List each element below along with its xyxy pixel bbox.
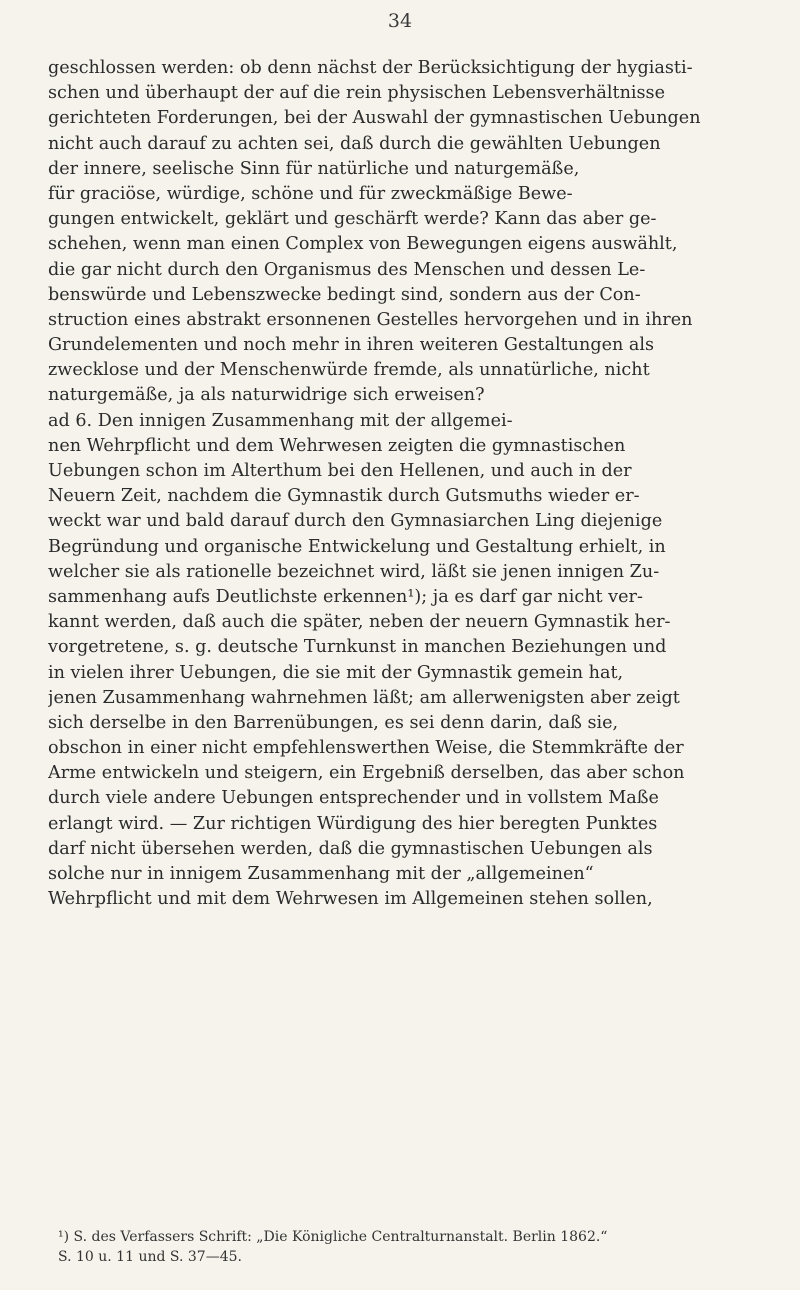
text-line: Uebungen schon im Alterthum bei den Hellenen, und auch in der — [48, 461, 632, 481]
text-line: solche nur in innigem Zusammenhang mit der „allgemeinen“ — [48, 864, 594, 884]
text-line: gungen entwickelt, geklärt und geschärft werde? Kann das aber ge- — [48, 209, 657, 230]
text-line: nen Wehrpflicht und dem Wehrwesen zeigten die gymnastischen — [48, 435, 626, 456]
text-line: weckt war und bald darauf durch den Gymnasiarchen Ling diejenige — [48, 511, 663, 532]
text-line: obschon in einer nicht empfehlenswerthen Weise, die Stemmkräfte der — [48, 738, 684, 759]
text-line: gerichteten Forderungen, bei der Auswahl der gymnastischen Uebungen — [48, 108, 701, 129]
text-line: benswürde und Lebenszwecke bedingt sind, sondern aus der Con- — [48, 284, 641, 305]
text-line: erlangt wird. — Zur richtigen Würdigung des hier beregten Punktes — [48, 813, 658, 834]
text-line: der innere, seelische Sinn für natürliche und naturgemäße, — [48, 158, 580, 179]
page-number: 34 — [387, 10, 413, 32]
text-line: vorgetretene, s. g. deutsche Turnkunst in manchen Beziehungen und — [48, 637, 667, 658]
text-line: darf nicht übersehen werden, daß die gymnastischen Uebungen als — [48, 838, 653, 859]
text-line: für graciöse, würdige, schöne und für zweckmäßige Bewe- — [48, 183, 573, 204]
text-line: nicht auch darauf zu achten sei, daß durch die gewählten Uebungen — [48, 133, 661, 154]
footnote-line: S. 10 u. 11 und S. 37—45. — [58, 1249, 242, 1265]
text-line: durch viele andere Uebungen entsprechender und in vollstem Maße — [48, 788, 659, 809]
text-line: welcher sie als rationelle bezeichnet wird, läßt sie jenen innigen Zu- — [48, 561, 660, 582]
text-line: struction eines abstrakt ersonnenen Gestelles hervorgehen und in ihren — [48, 309, 693, 330]
text-line: kannt werden, daß auch die später, neben der neuern Gymnastik her- — [48, 612, 671, 633]
text-line: Neuern Zeit, nachdem die Gymnastik durch Gutsmuths wieder er- — [48, 486, 640, 507]
text-line: ad 6. Den innigen Zusammenhang mit der allgemei- — [48, 410, 513, 431]
text-line: schen und überhaupt der auf die rein physischen Lebensverhältnisse — [48, 83, 666, 104]
text-line: sich derselbe in den Barrenübungen, es sei denn darin, daß sie, — [48, 712, 619, 733]
text-line: Wehrpflicht und mit dem Wehrwesen im Allgemeinen stehen sollen, — [48, 889, 653, 910]
body-text — [48, 56, 758, 912]
text-line: sammenhang aufs Deutlichste erkennen¹); ja es darf gar nicht ver- — [48, 586, 643, 607]
text-line: Begründung und organische Entwickelung und Gestaltung erhielt, in — [48, 536, 666, 557]
text-line: in vielen ihrer Uebungen, die sie mit der Gymnastik gemein hat, — [48, 662, 624, 683]
text-line: zwecklose und der Menschenwürde fremde, als unnatürliche, nicht — [48, 360, 650, 381]
footnote-line: ¹) S. des Verfassers Schrift: „Die Königliche Centralturnanstalt. Berlin 1862.“ — [58, 1229, 608, 1245]
text-line: die gar nicht durch den Organismus des Menschen und dessen Le- — [48, 259, 646, 280]
text-line: schehen, wenn man einen Complex von Bewegungen eigens auswählt, — [48, 234, 678, 255]
text-line: jenen Zusammenhang wahrnehmen läßt; am allerwenigsten aber zeigt — [48, 687, 680, 708]
text-line: geschlossen werden: ob denn nächst der Berücksichtigung der hygiasti- — [48, 58, 693, 78]
text-line: Arme entwickeln und steigern, ein Ergebniß derselben, das aber schon — [48, 763, 685, 784]
text-line: naturgemäße, ja als naturwidrige sich erweisen? — [48, 385, 485, 406]
text-line: Grundelementen und noch mehr in ihren weiteren Gestaltungen als — [48, 335, 655, 356]
footnotes — [58, 1227, 758, 1267]
